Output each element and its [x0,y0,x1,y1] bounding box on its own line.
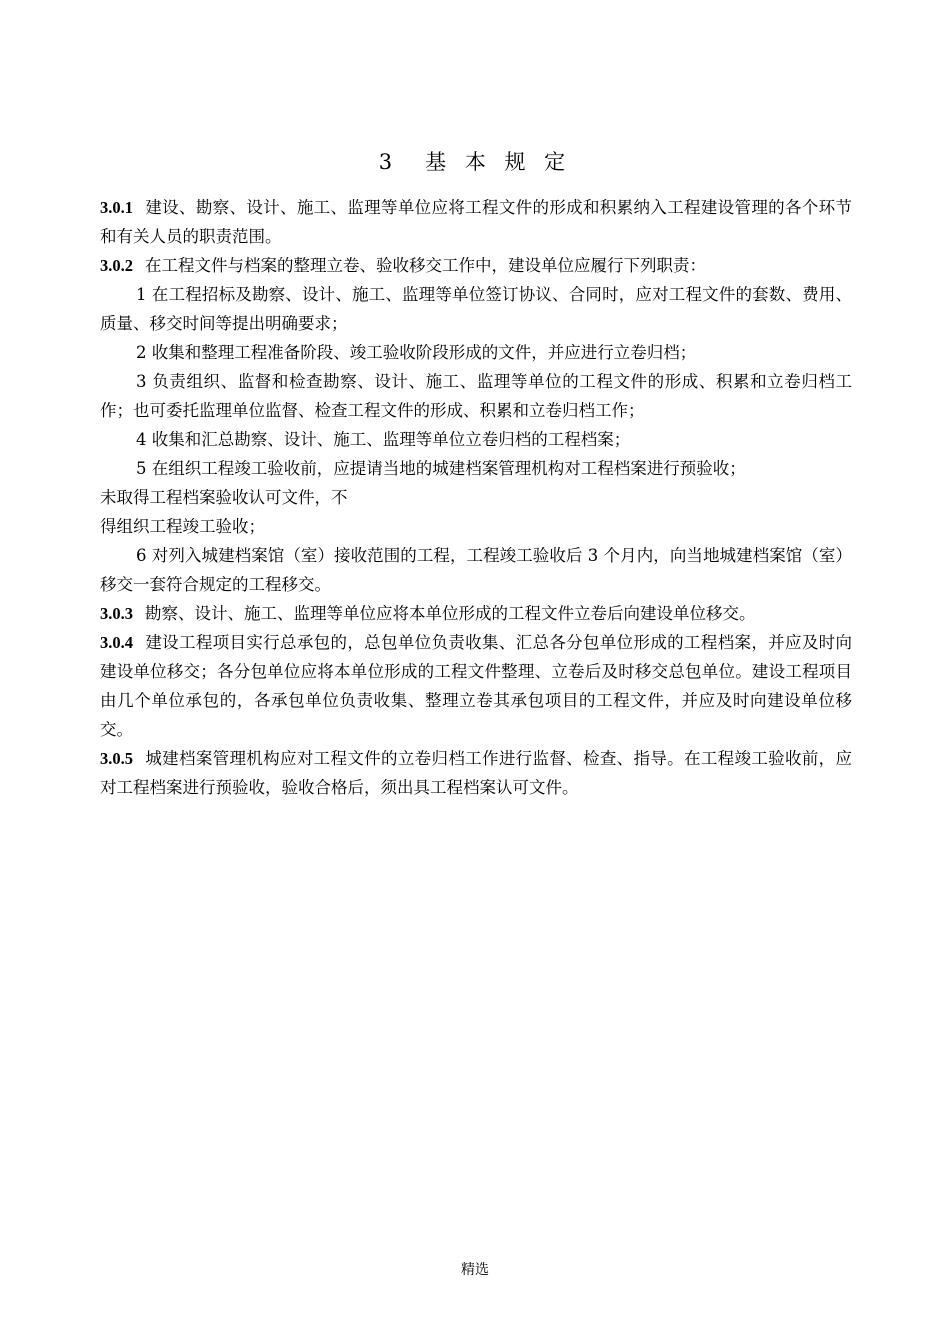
document-body [100,193,852,802]
clause-text: 勘察、设计、施工、监理等单位应将本单位形成的工程文件立卷后向建设单位移交。 [145,604,756,623]
list-item-continuation: 得组织工程竣工验收； [100,517,265,536]
clause-3-0-5 [100,744,852,802]
clause-3-0-3 [100,599,852,628]
list-item: 1 在工程招标及勘察、设计、施工、监理等单位签订协议、合同时，应对工程文件的套数、费用、质量、移交时间等提出明确要求； [100,285,852,333]
clause-text: 在工程文件与档案的整理立卷、验收移交工作中，建设单位应履行下列职责： [145,256,706,275]
clause-3-0-1 [100,193,852,251]
list-item-continuation: 未取得工程档案验收认可文件，不 [100,488,348,507]
page-footer: 精选 [461,1262,489,1278]
clause-text: 建设工程项目实行总承包的，总包单位负责收集、汇总各分包单位形成的工程档案，并应及时向建设单位移交；各分包单位应将本单位形成的工程文件整理、立卷后及时移交总包单位。建设工程项目由几个单位承包的，各承包单位负责收集、整理立卷其承包项目的工程文件，并应及时向建设单位移交。 [100,633,852,739]
clause-number: 3.0.2 [100,256,133,275]
clause-text: 城建档案管理机构应对工程文件的立卷归档工作进行监督、检查、指导。在工程竣工验收前，应对工程档案进行预验收，验收合格后，须出具工程档案认可文件。 [100,749,852,797]
clause-number: 3.0.3 [100,604,133,623]
list-item: 3 负责组织、监督和检查勘察、设计、施工、监理等单位的工程文件的形成、积累和立卷归档工作；也可委托监理单位监督、检查工程文件的形成、积累和立卷归档工作； [100,372,852,420]
list-item: 4 收集和汇总勘察、设计、施工、监理等单位立卷归档的工程档案； [136,430,631,449]
list-item: 2 收集和整理工程准备阶段、竣工验收阶段形成的文件，并应进行立卷归档； [136,343,697,362]
page-title: 3 基 本 规 定 [378,150,572,174]
list-item: 6 对列入城建档案馆（室）接收范围的工程，工程竣工验收后 3 个月内，向当地城建档案馆（室）移交一套符合规定的工程移交。 [100,546,852,594]
clause-number: 3.0.4 [100,633,133,652]
clause-3-0-4 [100,628,852,744]
clause-3-0-2 [100,251,852,280]
list-item: 5 在组织工程竣工验收前，应提请当地的城建档案管理机构对工程档案进行预验收； [136,459,746,478]
clause-text: 建设、勘察、设计、施工、监理等单位应将工程文件的形成和积累纳入工程建设管理的各个环节和有关人员的职责范围。 [100,198,852,246]
clause-number: 3.0.5 [100,749,133,768]
clause-number: 3.0.1 [100,198,133,217]
